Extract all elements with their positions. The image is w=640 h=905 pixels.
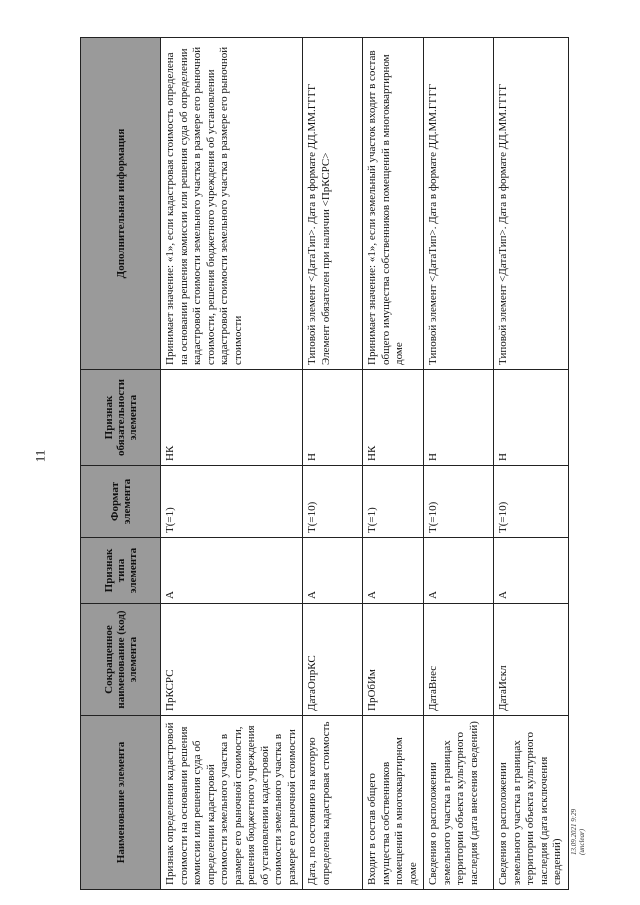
header-info: Дополнительная информация bbox=[81, 38, 161, 370]
cell-required: Н bbox=[424, 370, 494, 466]
header-type: Признак типа элемента bbox=[81, 538, 161, 604]
cell-required: Н bbox=[303, 370, 363, 466]
cell-code: ДатаОпрКС bbox=[303, 604, 363, 716]
cell-info: Типовой элемент <ДатаТип>. Дата в формате ДД.ММ.ГГГГ bbox=[424, 38, 494, 370]
rotated-table-container bbox=[80, 38, 563, 890]
cell-type: А bbox=[363, 538, 424, 604]
cell-type: А bbox=[303, 538, 363, 604]
table-row bbox=[363, 38, 424, 890]
cell-format: Т(=10) bbox=[303, 466, 363, 538]
table-row bbox=[424, 38, 494, 890]
table-row bbox=[303, 38, 363, 890]
page-number: 11 bbox=[32, 449, 48, 463]
elements-table bbox=[80, 37, 569, 890]
cell-format: Т(=10) bbox=[424, 466, 494, 538]
cell-code: ДатаИскл bbox=[494, 604, 569, 716]
cell-name: Сведения о расположении земельного участка в границах территории объекта культурного наследия (дата внесения сведений) bbox=[424, 716, 494, 890]
header-required: Признак обязательности элемента bbox=[81, 370, 161, 466]
cell-name: Входит в состав общего имущества собственников помещений в многоквартирном доме bbox=[363, 716, 424, 890]
cell-type: А bbox=[161, 538, 303, 604]
cell-required: Н bbox=[494, 370, 569, 466]
cell-code: ПрКСРС bbox=[161, 604, 303, 716]
header-format: Формат элемента bbox=[81, 466, 161, 538]
cell-name: Сведения о расположении земельного участка в границах территории объекта культурного наследия (дата исключения сведений) bbox=[494, 716, 569, 890]
cell-code: ДатаВнес bbox=[424, 604, 494, 716]
cell-required: НК bbox=[161, 370, 303, 466]
stamp-line: (unclear) bbox=[578, 828, 586, 855]
cell-info: Типовой элемент <ДатаТип>. Дата в формате ДД.ММ.ГГГГ bbox=[494, 38, 569, 370]
cell-required: НК bbox=[363, 370, 424, 466]
header-name: Наименование элемента bbox=[81, 716, 161, 890]
cell-type: А bbox=[424, 538, 494, 604]
cell-info: Типовой элемент <ДатаТип>. Дата в формате ДД.ММ.ГГГГ Элемент обязателен при наличии <ПрКСРС> bbox=[303, 38, 363, 370]
table-header-row bbox=[81, 38, 161, 890]
cell-name: Дата, по состоянию на которую определена кадастровая стоимость bbox=[303, 716, 363, 890]
table-row bbox=[494, 38, 569, 890]
document-stamp bbox=[570, 809, 586, 855]
cell-info: Принимает значение: «1», если земельный участок входит в состав общего имущества собственников помещений в многоквартирном доме bbox=[363, 38, 424, 370]
cell-format: Т(=1) bbox=[161, 466, 303, 538]
cell-format: Т(=1) bbox=[363, 466, 424, 538]
table-row bbox=[161, 38, 303, 890]
cell-code: ПрОбИм bbox=[363, 604, 424, 716]
header-code: Сокращенное наименование (код) элемента bbox=[81, 604, 161, 716]
cell-info: Принимает значение: «1», если кадастровая стоимость определена на основании решения комиссии или решения суда об определении кадастровой стоимости земельного участка в размере его рыночной стоимости, решения бюджетного учреждения об установлении кадастровой стоимости земельного участка в размере его рыночной стоимости bbox=[161, 38, 303, 370]
cell-name: Признак определения кадастровой стоимости на основании решения комиссии или решения суда об определении кадастровой стоимости земельного участка в размере его рыночной стоимости, решения бюджетного учреждения об установлении кадастровой стоимости земельного участка в размере его рыночной стоимости bbox=[161, 716, 303, 890]
cell-format: Т(=10) bbox=[494, 466, 569, 538]
stamp-line: 13.09.2021 9:29 bbox=[570, 808, 578, 855]
cell-type: А bbox=[494, 538, 569, 604]
